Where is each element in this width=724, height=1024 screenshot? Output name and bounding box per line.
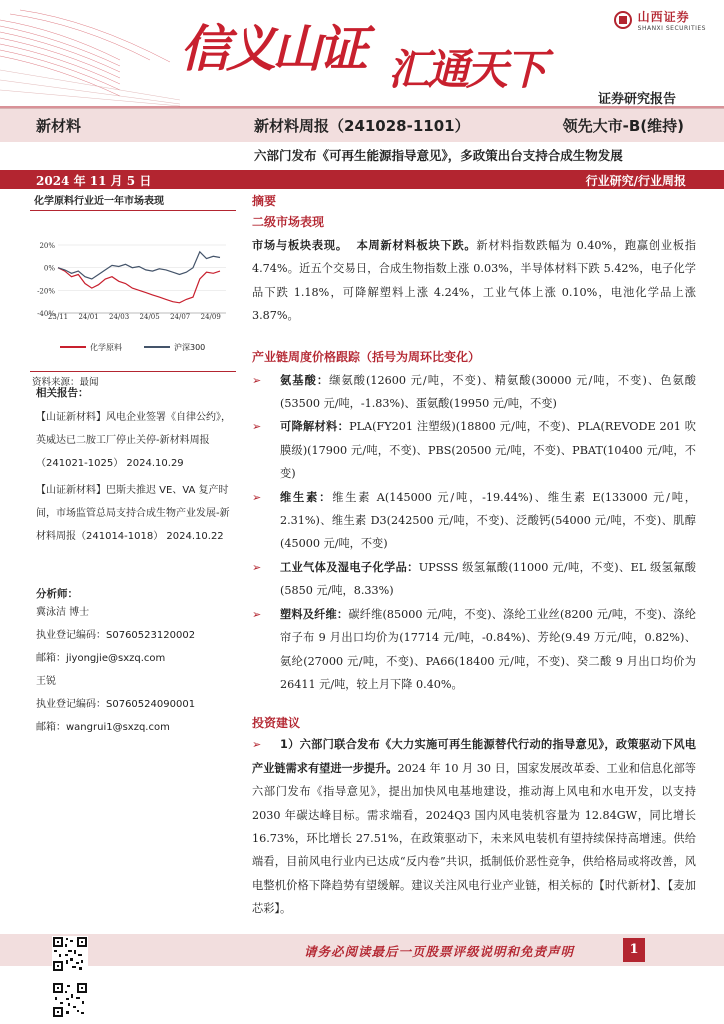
market-paragraph bbox=[252, 234, 696, 328]
arrow-bullet-icon: ➢ bbox=[252, 373, 262, 387]
chart-series-line bbox=[58, 252, 220, 279]
left-column bbox=[30, 190, 236, 392]
report-headline: 六部门发布《可再生能源指导意见》，多政策出台支持合成生物发展 bbox=[254, 148, 623, 163]
brand-slogan bbox=[180, 8, 600, 98]
analyst-email[interactable]: 邮箱：wangrui1@sxzq.com bbox=[36, 722, 170, 733]
chart-legend-label: 化学原料 bbox=[90, 343, 122, 352]
chain-label: 氨基酸： bbox=[280, 373, 330, 387]
chain-text: 维生素 A(145000 元/吨，-19.44%)、维生素 E(133000 元/吨，2.31%)、维生素 D3(242500 元/吨，不变)、泛酸钙(54000 元/吨，不变)、肌醇(45000 元/吨，不变) bbox=[280, 490, 696, 551]
arrow-bullet-icon: ➢ bbox=[252, 738, 262, 752]
chain-label: 工业气体及湿电子化学品： bbox=[280, 560, 419, 574]
logo-icon bbox=[614, 11, 632, 29]
chart-legend-label: 沪深300 bbox=[174, 343, 206, 352]
chain-label: 可降解材料： bbox=[280, 420, 350, 434]
market-chart bbox=[30, 235, 236, 365]
chain-heading: 产业链周度价格跟踪（括号为周环比变化） bbox=[252, 349, 481, 364]
secondary-market-heading: 二级市场表现 bbox=[252, 215, 325, 229]
chain-text: 碳纤维(85000 元/吨，不变)、涤纶工业丝(8200 元/吨，不变)、涤纶帘子布 9 月出口均价为(17714 元/吨，-0.84%)、芳纶(9.49 万元/吨，0.82%)、氨纶(27000 元/吨，不变)、PA66(18400 元/吨，不变)、癸二酸 9 月出口均价为 26411 元/吨，较上月下降 0.40%。 bbox=[280, 607, 696, 691]
invest-bold: 1）六部门联合发布《大力实施可再生能源替代行动的指导意见》，政策驱动下风电产业链需求有望进一步提升。 bbox=[252, 738, 696, 775]
chain-item bbox=[252, 486, 696, 556]
chart-source: 资料来源：最闻 bbox=[30, 371, 236, 392]
chain-text: 缬氨酸(12600 元/吨，不变)、精氨酸(30000 元/吨，不变)、色氨酸(53500 元/吨，-1.83%)、蛋氨酸(19950 元/吨，不变) bbox=[280, 373, 696, 411]
analyst-line: 王锐 bbox=[36, 676, 56, 687]
chart-y-tick: -20% bbox=[37, 287, 55, 296]
logo-cn-text: 山西证券 bbox=[637, 10, 690, 24]
chart-x-tick: 24/03 bbox=[108, 313, 130, 321]
chart-x-tick: 24/05 bbox=[139, 313, 160, 321]
chart-svg bbox=[30, 235, 236, 365]
chain-item bbox=[252, 415, 696, 485]
chain-item bbox=[252, 369, 696, 416]
related-item[interactable]: 【山证新材料】巴斯夫推迟 VE、VA 复产时间，市场监管总局支持合成生物产业发展-新材料周报（241014-1018） 2024.10.22 bbox=[36, 485, 230, 542]
rating-label: 领先大市-B(维持) bbox=[562, 117, 684, 135]
invest-heading: 投资建议 bbox=[252, 716, 301, 731]
arrow-bullet-icon: ➢ bbox=[252, 490, 262, 504]
chain-item bbox=[252, 603, 696, 697]
disclaimer-notice: 请务必阅读最后一页股票评级说明和免责声明 bbox=[304, 944, 575, 959]
analysts bbox=[36, 586, 232, 739]
header-banner bbox=[0, 0, 724, 108]
report-category: 行业研究/行业周报 bbox=[585, 174, 686, 188]
analyst-line: 冀泳洁 博士 bbox=[36, 607, 90, 618]
date-bar bbox=[0, 170, 724, 189]
arrow-bullet-icon: ➢ bbox=[252, 607, 262, 621]
chart-series-line bbox=[58, 268, 220, 303]
qr-code-icon bbox=[52, 982, 88, 1018]
analysts-head: 分析师： bbox=[36, 588, 78, 600]
report-date: 2024 年 11 月 5 日 bbox=[36, 174, 152, 188]
chart-y-tick: 20% bbox=[39, 242, 55, 250]
chart-y-tick: 0% bbox=[43, 264, 55, 273]
arrow-bullet-icon: ➢ bbox=[252, 560, 262, 574]
page-number: 1 bbox=[623, 938, 645, 962]
market-text: 新材料指数跌幅为 0.40%，跑赢创业板指 4.74%。近五个交易日，合成生物指数上涨 0.03%，半导体材料下跌 5.42%，电子化学品下跌 1.18%，可降解塑料上涨 4.24%，工业气体上涨 0.10%，电池化学品上涨 3.87%。 bbox=[252, 239, 696, 323]
chain-text: PLA(FY201 注塑级)(18800 元/吨，不变)、PLA(REVODE 201 吹膜级)(17900 元/吨，不变)、PBS(20500 元/吨，不变)、PBAT(10400 元/吨，不变) bbox=[280, 420, 696, 481]
market-label: 市场与板块表现。 bbox=[252, 239, 348, 252]
invest-paragraph bbox=[252, 733, 696, 920]
title-band bbox=[0, 108, 724, 142]
chain-item bbox=[252, 556, 696, 603]
company-logo bbox=[614, 8, 706, 32]
analyst-line: 执业登记编码：S0760523120002 bbox=[36, 630, 196, 641]
slogan-part-1: 信义山证 bbox=[180, 19, 364, 78]
slogan-part-2: 汇通天下 bbox=[388, 45, 545, 94]
arrow-bullet-icon: ➢ bbox=[252, 420, 262, 434]
analyst-email[interactable]: 邮箱：jiyongjie@sxzq.com bbox=[36, 653, 166, 664]
sector-label: 新材料 bbox=[36, 117, 82, 135]
main-content bbox=[252, 190, 696, 921]
related-head: 相关报告： bbox=[36, 387, 89, 399]
chart-y-tick: -40% bbox=[37, 310, 55, 318]
chart-x-tick: 24/01 bbox=[78, 313, 99, 321]
market-bold: 本周新材料板块下跌。 bbox=[356, 239, 477, 252]
chart-x-tick: 24/07 bbox=[170, 313, 191, 321]
logo-en-text: SHANXI SECURITIES bbox=[637, 25, 706, 32]
chain-label: 塑料及纤维： bbox=[280, 607, 349, 621]
related-reports bbox=[36, 385, 232, 548]
invest-text: 2024 年 10 月 30 日，国家发展改革委、工业和信息化部等六部门发布《指导意见》，提出加快风电基地建设，推动海上风电和水电开发，以支持 2030 年碳达峰目标。需求端看，2024Q3 国内风电装机容量为 12.84GW，同比增长 16.73%，环比增长 27.51%，在政策驱动下，未来风电装机有望持续保持高增速。供给端看，目前风电行业内已达成“反内卷”共识，抵制低价恶性竞争，供给格局或将改善，风电整机价格下降趋势有望缓解。建议关注风电行业产业链，相关标的【时代新材】、【麦加芯彩】。 bbox=[252, 761, 696, 916]
report-title: 新材料周报（241028-1101） bbox=[254, 117, 470, 135]
qr-code-icon bbox=[52, 936, 88, 972]
chart-title: 化学原料行业近一年市场表现 bbox=[30, 190, 236, 211]
chart-x-tick: 24/09 bbox=[200, 313, 221, 321]
chain-label: 维生素： bbox=[280, 490, 333, 504]
summary-heading: 摘要 bbox=[252, 194, 277, 208]
chain-text: UPSSS 级氢氟酸(11000 元/吨，不变)、EL 级氢氟酸(5850 元/吨，8.33%) bbox=[280, 560, 696, 598]
chart-x-tick: 23/11 bbox=[47, 313, 69, 321]
analyst-line: 执业登记编码：S0760524090001 bbox=[36, 699, 196, 710]
chain-list bbox=[252, 369, 696, 697]
related-item[interactable]: 【山证新材料】风电企业签署《自律公约》，英威达已二胺工厂停止关停-新材料周报（241021-1025） 2024.10.29 bbox=[36, 412, 231, 469]
report-type: 证券研究报告 bbox=[597, 92, 676, 107]
